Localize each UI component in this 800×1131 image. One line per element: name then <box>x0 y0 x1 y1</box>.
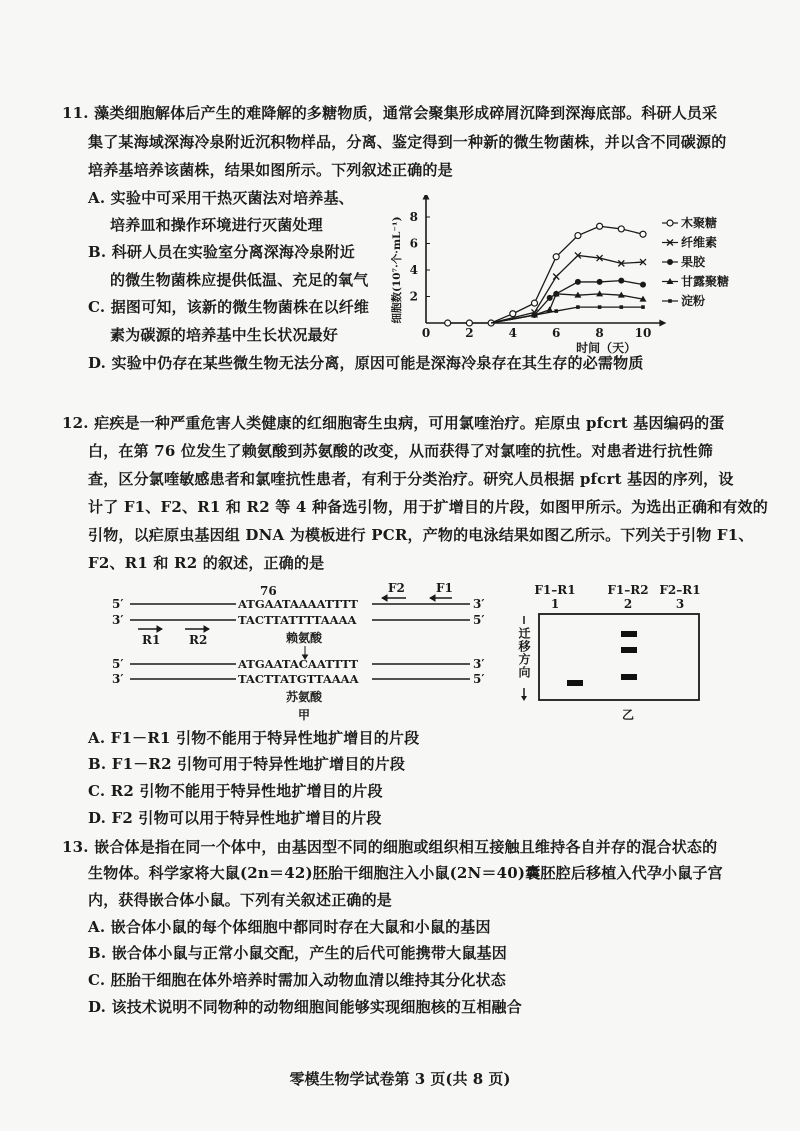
q11-option-a: A. 实验中可采用干热灭菌法对培养基、 <box>88 189 354 207</box>
sequence: ATGAATAAAATTTT <box>238 597 358 611</box>
q13-option-b: B. 嵌合体小鼠与正常小鼠交配，产生的后代可能携带大鼠基因 <box>88 944 507 962</box>
x-axis-title: 时间（天） <box>576 341 637 355</box>
growth-chart <box>380 195 780 355</box>
figure-jia-dna <box>100 580 500 725</box>
data-point <box>641 305 645 309</box>
gel-band <box>567 680 583 686</box>
x-tick-label: 6 <box>552 326 561 340</box>
q12-stem-line: 12. 疟疾是一种严重危害人类健康的红细胞寄生虫病，可用氯喹治疗。疟原虫 pfcrt 基因编码的蛋 <box>62 414 725 432</box>
q11-option-b-cont: 的微生物菌株应提供低温、充足的氧气 <box>110 271 369 289</box>
gel-band <box>621 631 637 637</box>
page-footer: 零模生物学试卷第 3 页(共 8 页) <box>289 1070 511 1088</box>
y-tick-label: 2 <box>409 289 418 304</box>
primer-label-f2: F2 <box>388 581 405 595</box>
strand-end: 3′ <box>473 597 485 611</box>
data-point <box>553 254 559 260</box>
x-tick-label: 2 <box>465 326 474 340</box>
legend-label: 木聚糖 <box>681 216 718 230</box>
data-point <box>640 231 646 237</box>
x-tick-label: 4 <box>508 326 517 340</box>
data-point <box>533 313 537 317</box>
y-tick-label: 8 <box>409 210 418 224</box>
figure-caption-jia: 甲 <box>298 708 311 722</box>
strand-end: 5′ <box>473 672 485 686</box>
strand-end: 5′ <box>112 597 124 611</box>
amino-acid-label: 赖氨酸 <box>286 631 323 645</box>
data-point <box>640 282 646 288</box>
q11-option-a-cont: 培养皿和操作环境进行灭菌处理 <box>110 216 323 234</box>
data-point <box>510 311 516 317</box>
y-tick-label: 6 <box>409 236 418 251</box>
strand-end: 5′ <box>473 613 485 627</box>
data-point <box>547 295 553 301</box>
x-axis-arrow <box>659 320 666 327</box>
legend-label: 淀粉 <box>681 294 706 308</box>
data-point <box>597 279 603 285</box>
q13-option-a: A. 嵌合体小鼠的每个体细胞中都同时存在大鼠和小鼠的基因 <box>88 918 491 936</box>
legend-label: 纤维素 <box>681 235 718 250</box>
q11-option-d: D. 实验中仍存在某些微生物无法分离，原因可能是深海冷泉存在其生存的必需物质 <box>88 354 644 372</box>
lane-number: 3 <box>675 597 685 611</box>
migration-direction-label: 迁移方向 <box>517 627 531 679</box>
sequence: TACTTATTTTAAAA <box>238 613 357 627</box>
x-tick-label: 10 <box>634 326 652 340</box>
gel-band <box>621 674 637 680</box>
amino-acid-label: 苏氨酸 <box>286 690 323 704</box>
figure-caption-yi: 乙 <box>621 708 635 722</box>
lane-label: F1–R2 <box>607 583 649 597</box>
q11-stem-line: 11. 藻类细胞解体后产生的难降解的多糖物质，通常会聚集形成碎屑沉降到深海底部。科研人员采 <box>62 104 718 122</box>
gel-band <box>621 647 637 653</box>
y-axis-title: 细胞数(10⁷·个·mL⁻¹) <box>391 216 403 324</box>
q12-stem-line: F2、R1 和 R2 的叙述，正确的是 <box>88 554 325 572</box>
figure-yi-gel <box>515 580 715 725</box>
primer-label-f1: F1 <box>436 581 453 595</box>
data-point <box>618 226 624 232</box>
x-tick-label: 8 <box>595 326 604 340</box>
q13-stem-line: 生物体。科学家将大鼠(2n＝42)胚胎干细胞注入小鼠(2N＝40)囊胚腔后移植入代孕小鼠子宫 <box>88 864 723 882</box>
q12-stem-line: 查，区分氯喹敏感患者和氯喹抗性患者，有利于分类治疗。研究人员根据 pfcrt 基因的序列，设 <box>88 470 734 488</box>
strand-end: 5′ <box>112 657 124 671</box>
lane-label: F1–R1 <box>534 583 576 597</box>
q11-stem-line: 培养基培养该菌株，结果如图所示。下列叙述正确的是 <box>88 161 453 179</box>
q11-option-c-cont: 素为碳源的培养基中生长状况最好 <box>110 326 339 344</box>
strand-end: 3′ <box>473 657 485 671</box>
legend-label: 甘露聚糖 <box>681 274 730 289</box>
lane-number: 2 <box>623 597 633 611</box>
strand-end: 3′ <box>112 613 124 627</box>
q12-option-c: C. R2 引物不能用于特异性地扩增目的片段 <box>88 782 383 800</box>
q11-option-b: B. 科研人员在实验室分离深海冷泉附近 <box>88 243 355 261</box>
q12-stem-line: 引物，以疟原虫基因组 DNA 为模板进行 PCR，产物的电泳结果如图乙所示。下列关于引物 F1、 <box>88 526 754 544</box>
primer-label-r2: R2 <box>189 633 208 647</box>
q12-option-d: D. F2 引物可以用于特异性地扩增目的片段 <box>88 809 382 827</box>
data-point <box>445 320 451 326</box>
data-point <box>554 309 558 313</box>
position-label: 76 <box>260 584 277 598</box>
legend-label: 果胶 <box>681 255 706 269</box>
x-tick-label: 0 <box>421 326 431 340</box>
series-line <box>448 226 643 323</box>
data-point <box>532 300 538 306</box>
strand-end: 3′ <box>112 672 124 686</box>
q11-option-c: C. 据图可知，该新的微生物菌株在以纤维 <box>88 298 370 316</box>
legend-marker <box>667 220 673 226</box>
sequence: ATGAATACAATTTT <box>238 657 359 671</box>
gel-box <box>539 614 699 700</box>
legend-marker <box>668 299 672 303</box>
y-tick-label: 4 <box>409 263 418 277</box>
data-point <box>618 278 624 284</box>
data-point <box>597 223 603 229</box>
q13-stem-line: 内，获得嵌合体小鼠。下列有关叙述正确的是 <box>88 891 393 909</box>
lane-label: F2–R1 <box>659 583 701 597</box>
data-point <box>575 233 581 239</box>
q12-stem-line: 白，在第 76 位发生了赖氨酸到苏氨酸的改变，从而获得了对氯喹的抗性。对患者进行抗性筛 <box>88 442 713 460</box>
q12-option-a: A. F1－R1 引物不能用于特异性地扩增目的片段 <box>88 729 420 747</box>
q13-option-c: C. 胚胎干细胞在体外培养时需加入动物血清以维持其分化状态 <box>88 971 506 989</box>
primer-label-r1: R1 <box>142 633 161 647</box>
sequence: TACTTATGTTAAAA <box>238 672 359 686</box>
data-point <box>620 305 624 309</box>
data-point <box>576 305 580 309</box>
direction-arrow-head <box>521 696 527 701</box>
q13-stem-line: 13. 嵌合体是指在同一个体中，由基因型不同的细胞或组织相互接触且维持各自并存的混合状态的 <box>62 838 718 856</box>
data-point <box>598 305 602 309</box>
y-axis-arrow <box>423 195 430 199</box>
data-point <box>553 274 559 280</box>
q11-stem-line: 集了某海域深海冷泉附近沉积物样品，分离、鉴定得到一种新的微生物菌株，并以含不同碳源的 <box>88 133 727 151</box>
data-point <box>575 279 581 285</box>
q12-stem-line: 计了 F1、F2、R1 和 R2 等 4 种备选引物，用于扩增目的片段，如图甲所示。为选出正确和有效的 <box>88 498 768 516</box>
lane-number: 1 <box>550 597 560 611</box>
data-point <box>466 320 472 326</box>
q13-option-d: D. 该技术说明不同物种的动物细胞间能够实现细胞核的互相融合 <box>88 998 522 1016</box>
legend-marker <box>667 259 673 265</box>
q12-option-b: B. F1－R2 引物可用于特异性地扩增目的片段 <box>88 755 406 773</box>
